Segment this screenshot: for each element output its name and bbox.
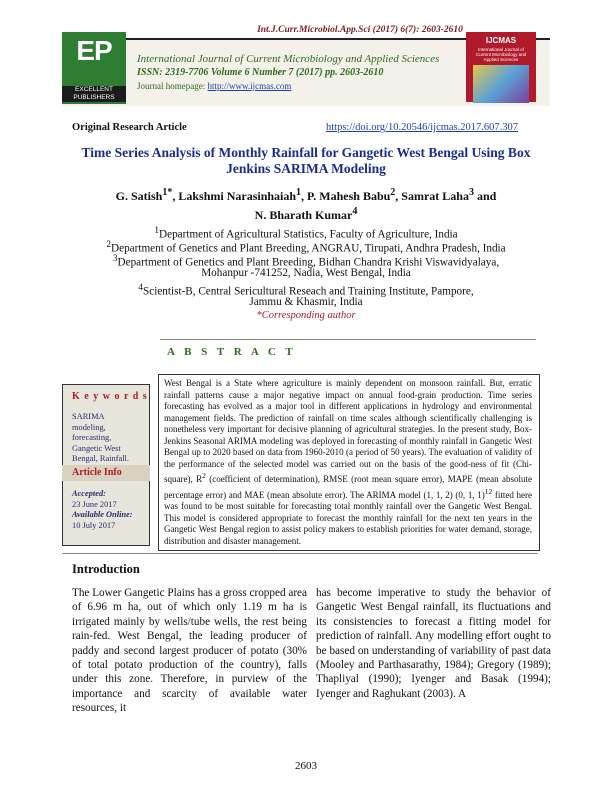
introduction-heading: Introduction	[72, 562, 140, 576]
article-dates	[72, 489, 148, 531]
abstract-text	[164, 378, 532, 547]
author-name: G. Satish	[115, 189, 163, 203]
keywords-heading: K e y w o r d s	[72, 391, 148, 402]
author-name: N. Bharath Kumar	[254, 208, 353, 222]
author-line-2	[62, 204, 550, 223]
journal-name: International Journal of Current Microbiology and Applied Sciences	[137, 53, 440, 65]
abstract-part: (coefficient of determination), RMSE (root mean square error), MAPE (mean absolute percentage error) and MAE (mean absolute error). The ARIMA model (1, 1, 2) (0, 1, 1)	[164, 474, 532, 500]
author-conj: and	[473, 189, 497, 203]
affiliation-text: Department of Genetics and Plant Breeding, ANGRAU, Tirupati, Andhra Pradesh, India	[111, 242, 506, 255]
article-info-heading: Article Info	[62, 465, 150, 481]
running-head: Int.J.Curr.Microbiol.App.Sci (2017) 6(7): 2603-2610	[257, 25, 463, 35]
paper-title	[62, 145, 550, 177]
abstract-part: fitted here was found to be most suitable for forecasting total monthly rainfall over the Gangetic West Bengal. This model is considered appropriate to forecast the monthly rainfall for the next ten years in the Gangetic West Bengal region to assist policy makers to establish priorities for water demand, storage, distribution and disaster management.	[164, 489, 532, 546]
homepage-link[interactable]: http://www.ijcmas.com	[207, 81, 292, 91]
affiliation	[62, 295, 550, 309]
author-name: , P. Mahesh Babu	[301, 189, 391, 203]
online-label: Available Online:	[72, 510, 133, 519]
author-list	[62, 185, 550, 223]
keyword-line: forecasting,	[72, 433, 112, 442]
keywords-list	[72, 412, 146, 465]
author-name: , Samrat Laha	[395, 189, 469, 203]
affiliation-number: 3	[112, 254, 118, 264]
journal-cover	[466, 32, 536, 102]
logo-mark: EP	[76, 35, 112, 66]
section-rule	[62, 553, 538, 554]
keyword-line: Bengal, Rainfall.	[72, 454, 129, 463]
affiliation-text: Department of Agricultural Statistics, Faculty of Agriculture, India	[159, 228, 458, 241]
publisher-logo	[62, 32, 126, 104]
title-line-1: Time Series Analysis of Monthly Rainfall for Gangetic West Bengal Using Box	[81, 145, 531, 160]
affiliation	[62, 266, 550, 280]
affiliation-text: Mohanpur -741252, Nadia, West Bengal, India	[201, 267, 411, 279]
accepted-label: Accepted:	[72, 489, 106, 498]
abstract-sup: 2	[202, 471, 206, 480]
affiliation-text: Jammu & Khasmir, India	[249, 296, 363, 308]
affiliation-number: 4	[138, 283, 144, 293]
page-number: 2603	[295, 760, 317, 772]
article-type: Original Research Article	[72, 122, 187, 133]
homepage-label: Journal homepage:	[137, 81, 208, 91]
abstract-sup: 12	[484, 486, 493, 496]
corresponding-author: *Corresponding author	[256, 310, 356, 321]
logo-text: EXCELLENT PUBLISHERS	[62, 86, 126, 102]
abstract-rule	[160, 339, 536, 340]
abstract-heading: A B S T R A C T	[167, 346, 297, 358]
cover-title: IJCMAS	[485, 36, 517, 45]
keyword-line: SARIMA	[72, 412, 105, 421]
doi-link[interactable]: https://doi.org/10.20546/ijcmas.2017.607.307	[326, 122, 519, 133]
author-name: , Lakshmi Narasinhaiah	[172, 189, 297, 203]
keyword-line: modeling,	[72, 422, 106, 432]
affiliation-text: Department of Genetics and Plant Breeding, Bidhan Chandra Krishi Viswavidyalaya,	[117, 256, 500, 269]
author-sup: 1	[296, 187, 302, 198]
cover-art-image	[473, 65, 529, 103]
accepted-date: 23 June 2017	[72, 499, 117, 509]
author-sup: 4	[352, 206, 358, 217]
journal-homepage	[137, 81, 457, 91]
cover-subtitle: International Journal of Current Microbiology and Applied Sciences	[475, 47, 527, 62]
journal-issn: ISSN: 2319-7706 Volume 6 Number 7 (2017) pp. 2603-2610	[137, 67, 384, 78]
affiliation-text: Scientist-B, Central Sericultural Reseach and Training Institute, Pampore,	[143, 285, 474, 298]
abstract-part: West Bengal is a State where agriculture is mainly dependent on monsoon rainfall. But, erratic rainfall patterns cause a major negative impact on annual food-grain production. Time series forecasting has evolved as a major tool in different applications in hydrology and environmental management fields. The prediction of rainfall on time scales although scientifically challenging is nonetheless very important for decisive planning of agricultural strategies. In the present study, Box-Jenkins Seasonal ARIMA modeling was deployed in forecasting of monthly rainfall in Gangetic West Bengal up to 2020 based on data from 1960-2010 (a period of 50 years). The evaluation of validity of the performance of the selected model was carried out on the basis of the good-ness of fit (Chi-square), R	[164, 378, 532, 484]
affiliation-number: 1	[154, 226, 160, 236]
author-sup: 2	[390, 187, 396, 198]
keyword-line: Gangetic West	[72, 443, 121, 453]
intro-column-right: has become imperative to study the behavior of Gangetic West Bengal rainfall, its fluctuations and its consistencies to forecast a fitting model for prediction of rainfall. Any modelling effort ought to be based on understanding of variability of past data (Mooley and Parthasarathy, 1984); Gregory (1989); Thapliyal (1990); Iyenger and Basak (1994); Iyenger and Raghukant (2003). A	[316, 587, 551, 700]
author-sup: 3	[468, 187, 474, 198]
online-date: 10 July 2017	[72, 520, 116, 530]
affiliation-number: 2	[106, 240, 112, 250]
author-line-1	[62, 185, 550, 204]
intro-column-left: The Lower Gangetic Plains has a gross cropped area of 6.96 m ha, out of which only 1.19 m ha is irrigated mainly by wells/tube wells, the rest being rain-fed. West Bengal, the leading producer of paddy and second largest producer of potato (30% of total potato production of the country), falls under this zone. Therefore, in purview of the importance and scarcity of available water resources, it	[72, 587, 307, 715]
author-sup: 1*	[162, 187, 173, 198]
title-line-2: Jenkins SARIMA Modeling	[226, 161, 386, 176]
